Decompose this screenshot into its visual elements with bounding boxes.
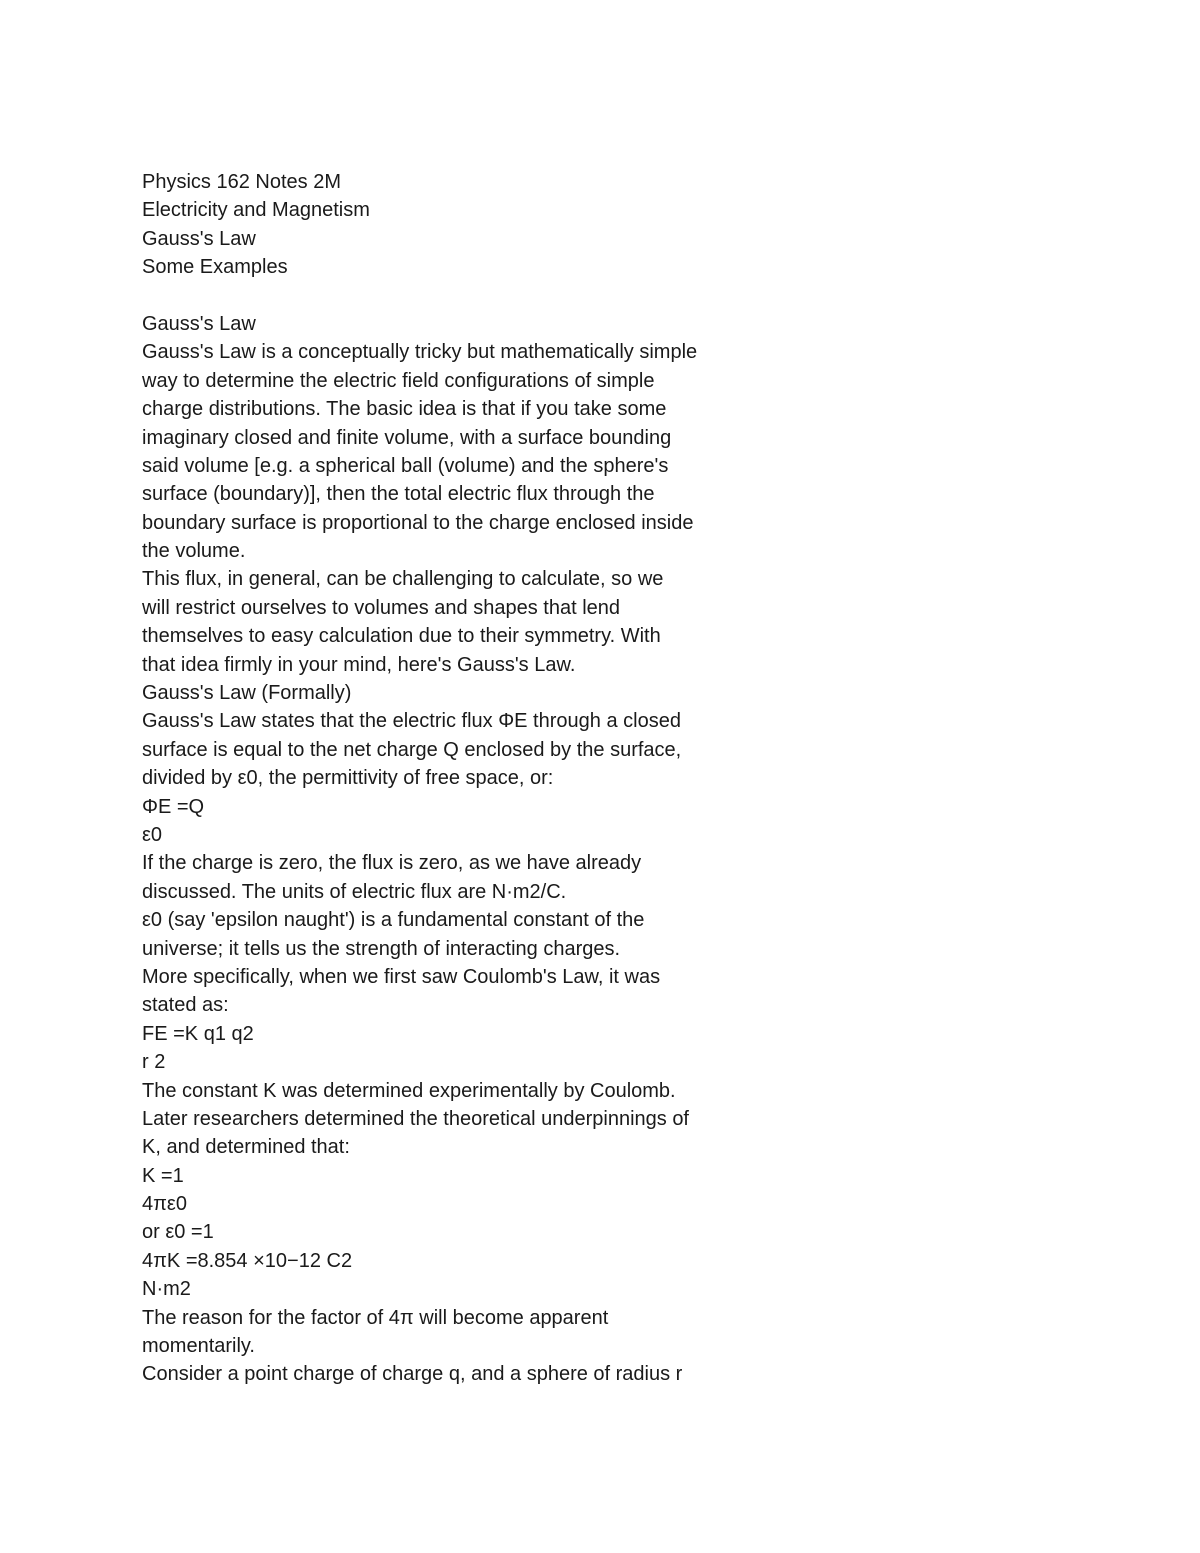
paragraph-line: This flux, in general, can be challenging to calculate, so we — [142, 568, 664, 591]
paragraph-line: ε0 (say 'epsilon naught') is a fundamental constant of the — [142, 909, 645, 932]
notes-text — [142, 168, 782, 1389]
equation-line: 4πK =8.854 ×10−12 C2 — [142, 1249, 353, 1272]
paragraph-line: surface is equal to the net charge Q enclosed by the surface, — [142, 738, 682, 761]
equation-line: ε0 — [142, 823, 163, 846]
equation-line: FE =K q1 q2 — [142, 1022, 254, 1045]
paragraph-line: charge distributions. The basic idea is that if you take some — [142, 398, 667, 421]
paragraph-line: discussed. The units of electric flux are N·m2/C. — [142, 880, 567, 903]
paragraph-line: way to determine the electric field configurations of simple — [142, 369, 655, 392]
paragraph-line: stated as: — [142, 994, 229, 1017]
paragraph-line: K, and determined that: — [142, 1136, 350, 1159]
paragraph-line: imaginary closed and finite volume, with a surface bounding — [142, 426, 672, 449]
paragraph-line: that idea firmly in your mind, here's Gauss's Law. — [142, 653, 576, 676]
paragraph-line: The reason for the factor of 4π will become apparent — [142, 1306, 609, 1329]
paragraph-line: boundary surface is proportional to the charge enclosed inside — [142, 511, 694, 534]
paragraph-line: the volume. — [142, 540, 246, 563]
paragraph-line: If the charge is zero, the flux is zero, as we have already — [142, 852, 642, 875]
blank-line — [142, 282, 782, 310]
paragraph-line: will restrict ourselves to volumes and shapes that lend — [142, 596, 621, 619]
paragraph-line: universe; it tells us the strength of interacting charges. — [142, 937, 621, 960]
paragraph-line: Later researchers determined the theoretical underpinnings of — [142, 1107, 689, 1130]
subject-title: Electricity and Magnetism — [142, 199, 370, 222]
equation-line: ΦE =Q — [142, 795, 205, 818]
paragraph-line: surface (boundary)], then the total electric flux through the — [142, 483, 655, 506]
equation-line: K =1 — [142, 1164, 184, 1187]
paragraph-line: Gauss's Law is a conceptually tricky but mathematically simple — [142, 341, 698, 364]
paragraph-line: Gauss's Law states that the electric flux ΦE through a closed — [142, 710, 681, 733]
topic-title: Gauss's Law — [142, 227, 256, 250]
equation-line: 4πε0 — [142, 1193, 187, 1216]
subtitle: Some Examples — [142, 256, 288, 279]
equation-line: r 2 — [142, 1051, 166, 1074]
paragraph-line: said volume [e.g. a spherical ball (volume) and the sphere's — [142, 454, 669, 477]
paragraph-line: momentarily. — [142, 1335, 255, 1358]
course-title: Physics 162 Notes 2M — [142, 171, 341, 193]
paragraph-line: More specifically, when we first saw Coulomb's Law, it was — [142, 965, 661, 988]
section-heading-formal: Gauss's Law (Formally) — [142, 682, 352, 705]
section-heading-intro: Gauss's Law — [142, 312, 256, 335]
paragraph-line: Consider a point charge of charge q, and a sphere of radius r — [142, 1363, 683, 1386]
equation-line: or ε0 =1 — [142, 1221, 214, 1244]
paragraph-line: divided by ε0, the permittivity of free space, or: — [142, 767, 554, 790]
paragraph-line: themselves to easy calculation due to their symmetry. With — [142, 625, 661, 648]
paragraph-line: The constant K was determined experimentally by Coulomb. — [142, 1079, 676, 1102]
equation-line: N·m2 — [142, 1278, 191, 1301]
